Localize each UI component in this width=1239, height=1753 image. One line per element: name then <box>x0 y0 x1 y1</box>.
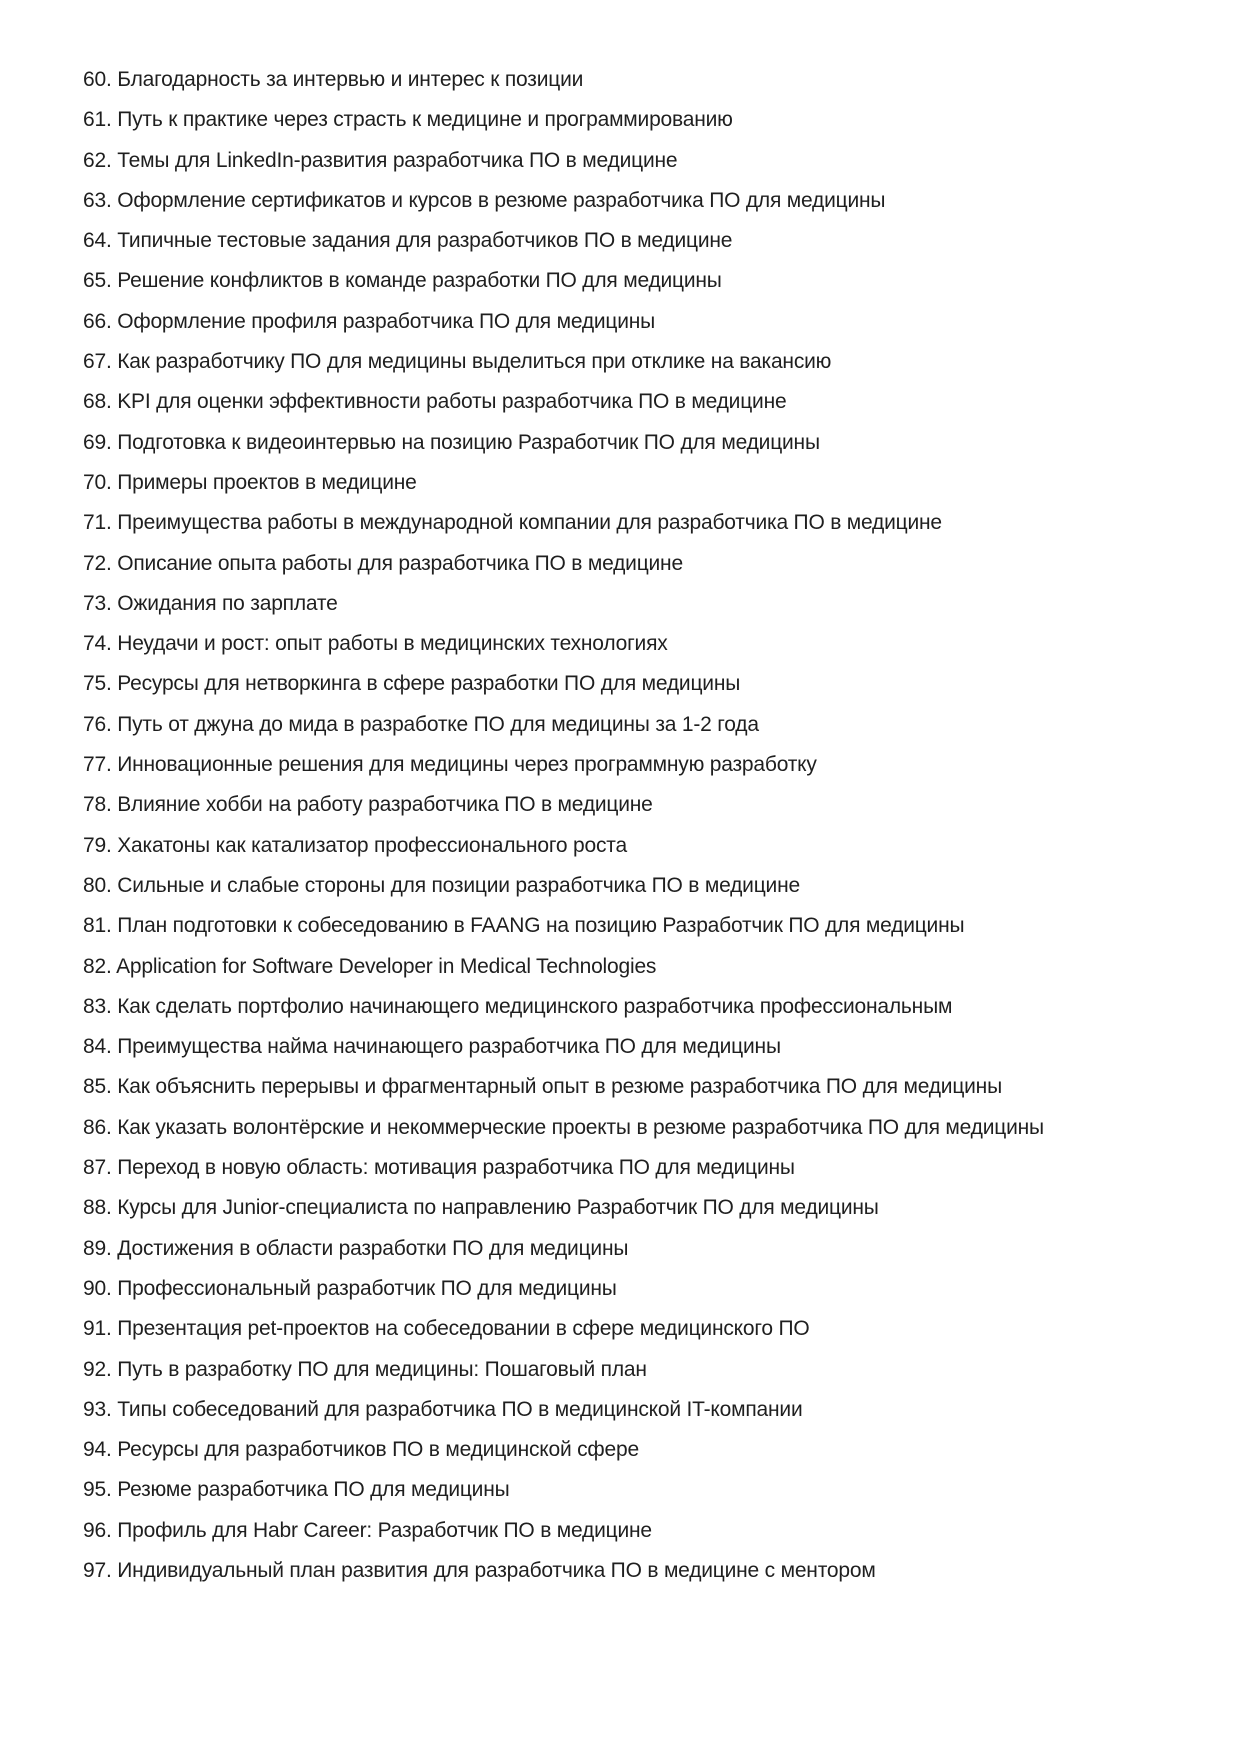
list-item: 92. Путь в разработку ПО для медицины: Пошаговый план <box>83 1357 647 1381</box>
list-item: 74. Неудачи и рост: опыт работы в медицинских технологиях <box>83 632 668 656</box>
list-item: 65. Решение конфликтов в команде разработки ПО для медицины <box>83 269 722 293</box>
list-item: 62. Темы для LinkedIn-развития разработчика ПО в медицине <box>83 148 678 172</box>
list-item: 84. Преимущества найма начинающего разработчика ПО для медицины <box>83 1035 781 1059</box>
list-item: 77. Инновационные решения для медицины через программную разработку <box>83 753 817 777</box>
list-item: 75. Ресурсы для нетворкинга в сфере разработки ПО для медицины <box>83 672 741 696</box>
list-item: 69. Подготовка к видеоинтервью на позицию Разработчик ПО для медицины <box>83 430 820 454</box>
list-item: 90. Профессиональный разработчик ПО для медицины <box>83 1276 617 1300</box>
list-item: 81. План подготовки к собеседованию в FAANG на позицию Разработчик ПО для медицины <box>83 914 965 938</box>
list-item: 73. Ожидания по зарплате <box>83 591 338 615</box>
list-item: 86. Как указать волонтёрские и некоммерческие проекты в резюме разработчика ПО для медицины <box>83 1115 1044 1139</box>
list-item: 71. Преимущества работы в международной компании для разработчика ПО в медицине <box>83 511 942 535</box>
list-item: 97. Индивидуальный план развития для разработчика ПО в медицине с ментором <box>83 1558 876 1582</box>
list-item: 72. Описание опыта работы для разработчика ПО в медицине <box>83 551 683 575</box>
list-item: 68. KPI для оценки эффективности работы разработчика ПО в медицине <box>83 390 787 414</box>
list-item: 94. Ресурсы для разработчиков ПО в медицинской сфере <box>83 1438 639 1462</box>
list-item: 82. Application for Software Developer in Medical Technologies <box>83 954 657 978</box>
list-item: 78. Влияние хобби на работу разработчика ПО в медицине <box>83 793 653 817</box>
list-item: 96. Профиль для Habr Career: Разработчик ПО в медицине <box>83 1518 652 1542</box>
list-item: 87. Переход в новую область: мотивация разработчика ПО для медицины <box>83 1156 795 1180</box>
list-item: 83. Как сделать портфолио начинающего медицинского разработчика профессиональным <box>83 994 953 1018</box>
list-item: 91. Презентация pet-проектов на собеседовании в сфере медицинского ПО <box>83 1317 810 1341</box>
list-item: 67. Как разработчику ПО для медицины выделиться при отклике на вакансию <box>83 350 832 374</box>
list-item: 80. Сильные и слабые стороны для позиции разработчика ПО в медицине <box>83 873 800 897</box>
list-item: 76. Путь от джуна до мида в разработке ПО для медицины за 1-2 года <box>83 712 759 736</box>
list-item: 60. Благодарность за интервью и интерес к позиции <box>83 68 584 91</box>
list-item: 85. Как объяснить перерывы и фрагментарный опыт в резюме разработчика ПО для медицины <box>83 1075 1002 1099</box>
list-item: 89. Достижения в области разработки ПО для медицины <box>83 1236 629 1260</box>
list-item: 79. Хакатоны как катализатор профессионального роста <box>83 833 627 857</box>
list-item: 93. Типы собеседований для разработчика ПО в медицинской IT-компании <box>83 1397 803 1421</box>
list-item: 95. Резюме разработчика ПО для медицины <box>83 1478 510 1502</box>
list-item: 64. Типичные тестовые задания для разработчиков ПО в медицине <box>83 229 733 253</box>
topic-list <box>83 60 1173 1591</box>
list-item: 63. Оформление сертификатов и курсов в резюме разработчика ПО для медицины <box>83 188 886 212</box>
list-item: 88. Курсы для Junior-специалиста по направлению Разработчик ПО для медицины <box>83 1196 879 1220</box>
list-item: 70. Примеры проектов в медицине <box>83 470 417 494</box>
list-item: 66. Оформление профиля разработчика ПО для медицины <box>83 309 656 333</box>
list-item: 61. Путь к практике через страсть к медицине и программированию <box>83 108 733 132</box>
